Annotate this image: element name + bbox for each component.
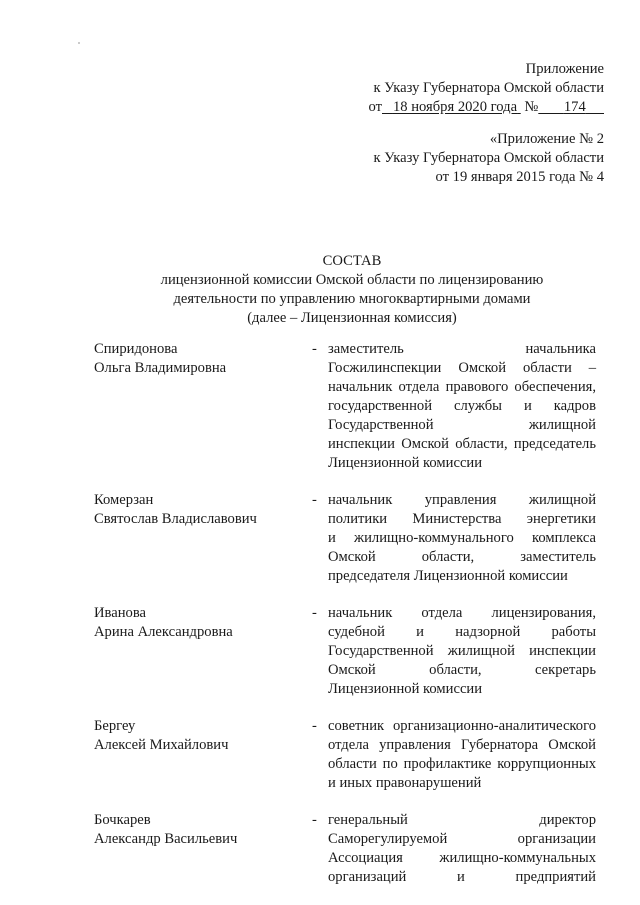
appendix-header	[369, 60, 604, 117]
member-role-line: Саморегулируемой организации	[328, 831, 596, 847]
member-role-line: Ассоциация жилищно-коммунальных	[328, 850, 596, 866]
member-role-line: и жилищно-коммунального комплекса	[328, 530, 596, 546]
member-role-line: государственной службы и кадров	[328, 398, 596, 414]
member-role-line: генеральный директор	[328, 812, 596, 828]
member-role-line: отдела управления Губернатора Омской	[328, 737, 596, 753]
member-name	[94, 811, 294, 849]
member-surname: Комерзан	[94, 492, 154, 508]
member-dash: -	[312, 341, 317, 357]
document-title	[96, 252, 608, 328]
member-role	[328, 811, 596, 887]
member-role-line: политики Министерства энергетики	[328, 511, 596, 527]
title-line: деятельности по управлению многоквартирными домами	[173, 291, 531, 307]
member-role-line: Омской области, заместитель	[328, 549, 596, 565]
prior-appendix-header	[374, 130, 604, 187]
member-role-line: начальник отдела лицензирования,	[328, 605, 596, 621]
appendix-decree-ref: к Указу Губернатора Омской области	[373, 80, 604, 96]
member-role-line: судебной и надзорной работы	[328, 624, 596, 640]
commission-roster	[94, 340, 606, 905]
member-surname: Спиридонова	[94, 341, 178, 357]
member-dash: -	[312, 492, 317, 508]
member-name	[94, 604, 294, 642]
title-line: лицензионной комиссии Омской области по лицензированию	[160, 272, 544, 288]
member-role-line: начальник управления жилищной	[328, 492, 596, 508]
appendix-label: Приложение	[525, 61, 604, 77]
prior-decree-date: от 19 января 2015 года № 4	[435, 169, 604, 185]
decree-date: 18 ноября 2020 года	[392, 99, 518, 115]
member-surname: Иванова	[94, 605, 146, 621]
member-name	[94, 340, 294, 378]
appendix-date-line	[369, 98, 604, 117]
prior-appendix-label: «Приложение № 2	[489, 131, 604, 147]
member-role-line: советник организационно-аналитического	[328, 718, 596, 734]
member-role-line: Лицензионной комиссии	[328, 681, 483, 697]
member-role-line: инспекции Омской области, председатель	[328, 436, 596, 452]
title-line: (далее – Лицензионная комиссия)	[247, 310, 457, 326]
member-entry	[94, 491, 606, 586]
date-prefix: от	[368, 99, 382, 115]
member-given-names: Алексей Михайлович	[94, 737, 229, 753]
member-name	[94, 491, 294, 529]
number-sign: №	[524, 99, 539, 115]
member-role-line: председателя Лицензионной комиссии	[328, 568, 568, 584]
member-dash: -	[312, 812, 317, 828]
member-given-names: Александр Васильевич	[94, 831, 238, 847]
member-role-line: Лицензионной комиссии	[328, 455, 483, 471]
member-given-names: Святослав Владиславович	[94, 511, 257, 527]
member-role-line: области по профилактике коррупционных	[328, 756, 596, 772]
member-entry	[94, 340, 606, 473]
member-role	[328, 340, 596, 473]
member-role	[328, 491, 596, 586]
title-heading: СОСТАВ	[322, 253, 382, 269]
member-surname: Бочкарев	[94, 812, 151, 828]
member-entry	[94, 717, 606, 793]
prior-decree-ref: к Указу Губернатора Омской области	[373, 150, 604, 166]
member-given-names: Арина Александровна	[94, 624, 233, 640]
member-dash: -	[312, 605, 317, 621]
member-role-line: заместитель начальника	[328, 341, 596, 357]
member-role-line: Госжилинспекции Омской области –	[328, 360, 596, 376]
decree-number: 174	[563, 99, 586, 115]
member-entry	[94, 604, 606, 699]
member-role-line: Государственной жилищной	[328, 417, 596, 433]
member-entry	[94, 811, 606, 887]
member-dash: -	[312, 718, 317, 734]
member-role-line: Омской области, секретарь	[328, 662, 596, 678]
member-given-names: Ольга Владимировна	[94, 360, 227, 376]
member-surname: Бергеу	[94, 718, 136, 734]
scan-speck	[78, 42, 80, 44]
member-role-line: организаций и предприятий	[328, 869, 596, 885]
member-name	[94, 717, 294, 755]
member-role	[328, 604, 596, 699]
member-role-line: и иных правонарушений	[328, 775, 482, 791]
member-role-line: Государственной жилищной инспекции	[328, 643, 596, 659]
member-role	[328, 717, 596, 793]
member-role-line: начальник отдела правового обеспечения,	[328, 379, 596, 395]
